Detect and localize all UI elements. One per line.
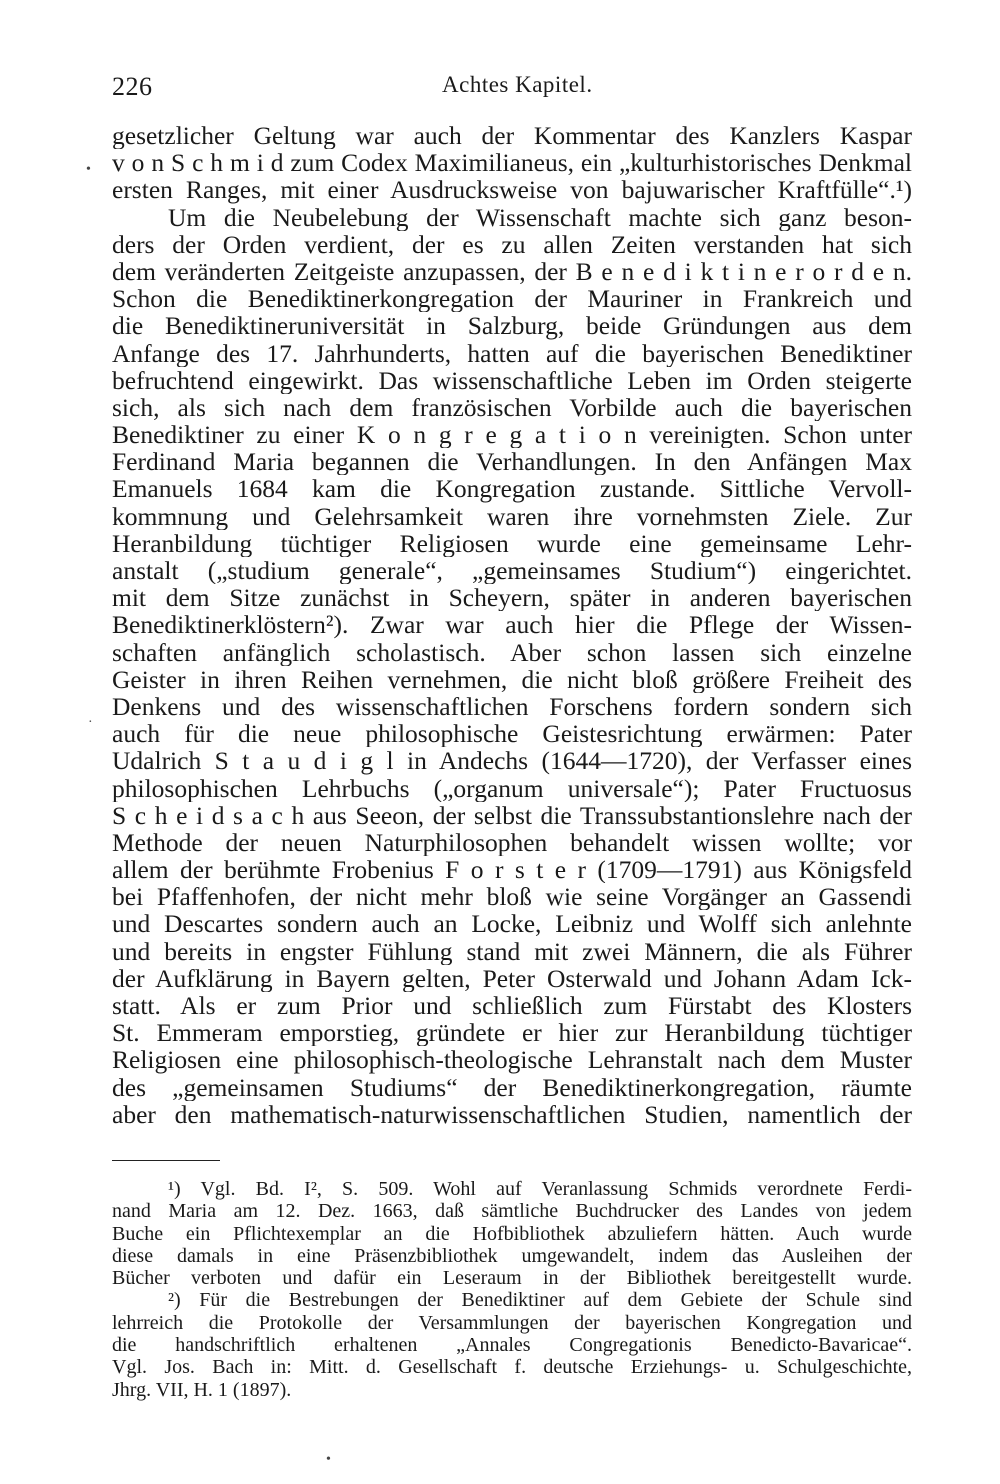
footnote-line: Vgl. Jos. Bach in: Mitt. d. Gesellschaft f. deutsche Erziehungs- u. Schulgeschichte, [112, 1356, 912, 1379]
text-line: auch für die neue philosophische Geistesrichtung erwärmen: Pater [112, 720, 912, 748]
text-line: Religiosen eine philosophisch-theologische Lehranstalt nach dem Muster [112, 1046, 912, 1074]
text-line: Heranbildung tüchtiger Religiosen wurde eine gemeinsame Lehr- [112, 529, 912, 557]
text-line: v o n S c h m i d zum Codex Maximilianeus, ein „kulturhistorisches Denkmal [112, 149, 912, 177]
text-line: Geister in ihren Reihen vernehmen, die nicht bloß größere Freiheit des [112, 665, 912, 693]
text-line: Denkens und des wissenschaftlichen Forschens fordern sondern sich [112, 692, 912, 721]
text-line: sich, als sich nach dem französischen Vorbilde auch die bayerischen [112, 393, 912, 422]
text-line: aber den mathematisch-naturwissenschaftlichen Studien, namentlich der [112, 1100, 912, 1128]
text-line: schaften anfänglich scholastisch. Aber schon lassen sich einzelne [112, 638, 912, 666]
text-line: Methode der neuen Naturphilosophen behandelt wissen wollte; vor [112, 828, 912, 857]
text-line: anstalt („studium generale“, „gemeinsames Studium“) eingerichtet. [112, 557, 912, 585]
footnote-line: nand Maria am 12. Dez. 1663, daß sämtliche Buchdrucker des Landes von jedem [112, 1200, 912, 1223]
text-line: die Benediktineruniversität in Salzburg, beide Gründungen aus dem [112, 312, 912, 340]
footnotes [112, 1178, 912, 1401]
text-line: allem der berühmte Frobenius F o r s t e r (1709—1791) aus Königsfeld [112, 856, 912, 884]
text-line: und Descartes sondern auch an Locke, Leibniz und Wolff sich anlehnte [112, 910, 912, 938]
text-line: philosophischen Lehrbuchs („organum universale“); Pater Fructuosus [112, 774, 912, 802]
text-line: und bereits in engster Fühlung stand mit zwei Männern, die als Führer [112, 937, 912, 965]
bottom-speck: • [326, 1452, 331, 1467]
margin-speck: · [88, 715, 93, 730]
text-line: ersten Ranges, mit einer Ausdrucksweise von bajuwarischer Kraftfülle“.¹) [112, 176, 912, 204]
footnote-line: ¹) Vgl. Bd. I², S. 509. Wohl auf Veranlassung Schmids verordnete Ferdi- [168, 1178, 912, 1200]
text-line: gesetzlicher Geltung war auch der Kommentar des Kanzlers Kaspar [112, 122, 912, 150]
footnote-line: lehrreich die Protokolle der Versammlungen der bayerischen Kongregation und [112, 1311, 912, 1334]
text-line: Ferdinand Maria begannen die Verhandlungen. In den Anfängen Max [112, 448, 912, 476]
text-line: Schon die Benediktinerkongregation der Mauriner in Frankreich und [112, 285, 912, 313]
text-line: Benediktinerklöstern²). Zwar war auch hier die Pflege der Wissen- [112, 611, 912, 639]
text-line: der Aufklärung in Bayern gelten, Peter Osterwald und Johann Adam Ick- [112, 964, 912, 992]
text-line: mit dem Sitze zunächst in Scheyern, später in anderen bayerischen [112, 584, 912, 612]
footnote-line: diese damals in eine Präsenzbibliothek umgewandelt, indem das Ausleihen der [112, 1244, 912, 1267]
text-line: statt. Als er zum Prior und schließlich zum Fürstabt des Klosters [112, 992, 912, 1020]
running-head: Achtes Kapitel. [442, 72, 593, 97]
text-line: des „gemeinsamen Studiums“ der Benediktinerkongregation, räumte [112, 1073, 912, 1101]
text-line: S c h e i d s a c h aus Seeon, der selbst die Transsubstantionslehre nach der [112, 801, 912, 829]
text-line: kommnung und Gelehrsamkeit waren ihre vornehmsten Ziele. Zur [112, 502, 912, 530]
main-text [112, 122, 912, 1128]
text-line: befruchtend eingewirkt. Das wissenschaftliche Leben im Orden steigerte [112, 366, 912, 394]
text-line: Um die Neubelebung der Wissenschaft machte sich ganz beson- [168, 203, 912, 231]
text-line: Benediktiner zu einer K o n g r e g a t i o n vereinigten. Schon unter [112, 421, 912, 449]
page-number: 226 [112, 72, 153, 101]
text-line: dem veränderten Zeitgeiste anzupassen, der B e n e d i k t i n e r o r d e n. [112, 257, 912, 286]
footnote-line: Jhrg. VII, H. 1 (1897). [112, 1378, 292, 1401]
footnote-line: Buche ein Pflichtexemplar an die Hofbibliothek abzuliefern hätten. Auch wurde [112, 1222, 912, 1245]
text-line: Udalrich S t a u d i g l in Andechs (1644—1720), der Verfasser eines [112, 747, 912, 775]
footnote-divider [112, 1160, 220, 1161]
text-line: Emanuels 1684 kam die Kongregation zustande. Sittliche Vervoll- [112, 475, 912, 503]
margin-speck: • [86, 162, 91, 177]
footnote-line: ²) Für die Bestrebungen der Benediktiner auf dem Gebiete der Schule sind [168, 1289, 912, 1312]
text-line: bei Pfaffenhofen, der nicht mehr bloß wie seine Vorgänger an Gassendi [112, 883, 912, 911]
text-line: Anfange des 17. Jahrhunderts, hatten auf die bayerischen Benediktiner [112, 339, 912, 367]
footnote-line: die handschriftlich erhaltenen „Annales Congregationis Benedicto-Bavaricae“. [112, 1334, 912, 1357]
page-header [112, 70, 912, 106]
footnote-line: Bücher verboten und dafür ein Leseraum in der Bibliothek bereitgestellt wurde. [112, 1267, 912, 1290]
text-line: St. Emmeram emporstieg, gründete er hier zur Heranbildung tüchtiger [112, 1019, 912, 1047]
text-line: ders der Orden verdient, der es zu allen Zeiten verstanden hat sich [112, 230, 912, 258]
